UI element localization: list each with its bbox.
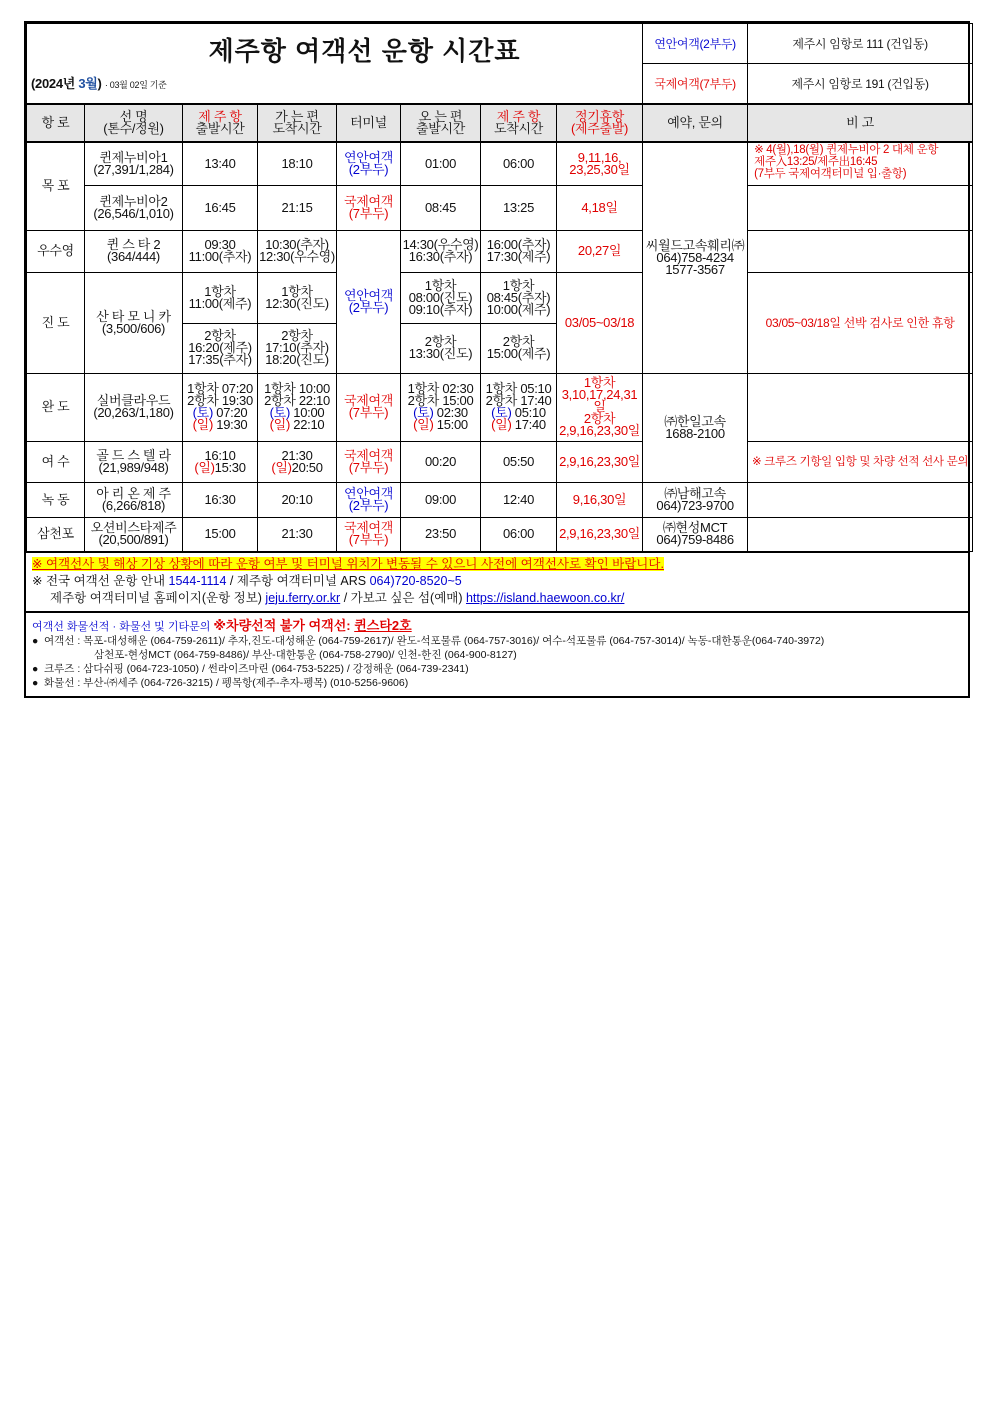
dep-time: 1항차 11:00(제주): [183, 272, 258, 323]
remark: ※ 4(월),18(월) 퀸제누비아 2 대체 운항 제주入13:25/제주出16:45 (7부두 국제여객터미널 입·출항): [748, 142, 973, 185]
bullet-icon: ●: [32, 634, 39, 647]
remark: [748, 482, 973, 517]
rest-days: 9,11,16, 23,25,30일: [557, 142, 643, 185]
col-ret-arr: [481, 104, 557, 142]
rest-days: 1항차 3,10,17,24,31일 2항차 2,9,16,23,30일: [557, 373, 643, 441]
cruise-contacts: [32, 662, 962, 676]
no-vehicle-warning: ※차량선적 불가 여객선:: [213, 617, 355, 633]
trip-2: 2항차 19:30: [187, 393, 253, 408]
rest-days: 2,9,16,23,30일: [557, 441, 643, 482]
col-terminal: 터미널: [337, 104, 401, 142]
ship-name: 오션비스타제주 (20,500/891): [85, 517, 183, 551]
passenger-text-2: 삼천포-현성MCT (064-759-8486)/ 부산-대한통운 (064-758-2790)/ 인천-한진 (064-900-8127): [94, 648, 517, 661]
terminal: 국제여객 (7부두): [337, 441, 401, 482]
arr-time: 18:10: [258, 142, 337, 185]
period-year: (2024년: [31, 76, 79, 91]
dep-time: 15:00: [183, 517, 258, 551]
trip-1: 1항차 05:10: [485, 381, 552, 396]
notice-block: [26, 552, 968, 611]
sun-value: 15:00: [433, 417, 468, 432]
warning-text: ※ 여객선사 및 해상 기상 상황에 따라 운항 여부 및 터미널 위치가 변동될 수 있으니 사전에 여객선사로 확인 바랍니다.: [32, 556, 664, 571]
trip-1: 1항차 10:00: [264, 381, 330, 396]
sat-label: (토): [192, 405, 213, 420]
dep-time: 16:45: [183, 185, 258, 230]
ret-arr-time: 13:25: [481, 185, 557, 230]
ret-arr-time: [481, 373, 557, 441]
col-ret-arr-port: 제 주 항: [496, 109, 541, 124]
ret-dep-time: 01:00: [401, 142, 481, 185]
arr-sunday: [259, 459, 335, 475]
trip-2: 2항차 17:40: [485, 393, 552, 408]
route-samcheonpo: 삼천포: [27, 517, 85, 551]
sun-value: 17:40: [511, 417, 546, 432]
sun-label: (일): [269, 417, 290, 432]
cargo-block: [26, 611, 968, 696]
ret-dep-time: 09:00: [401, 482, 481, 517]
remark: [748, 517, 973, 551]
col-ret-dep: 오 는 편 출발시간: [401, 104, 481, 142]
sunday-time: [402, 419, 479, 431]
table-row: [27, 482, 973, 517]
ret-dep-time: 1항차 08:00(진도) 09:10(추자): [401, 272, 481, 323]
table-row: [27, 185, 973, 230]
ship-name: 아 리 온 제 주 (6,266/818): [85, 482, 183, 517]
timetable: [26, 23, 973, 552]
dep-time: 13:40: [183, 142, 258, 185]
sat-value: 07:20: [212, 405, 248, 420]
route-mokpo: 목 포: [27, 142, 85, 230]
contact-namhae: ㈜남해고속 064)723-9700: [643, 482, 748, 517]
ret-dep-time: [401, 373, 481, 441]
sun-value: 19:30: [212, 417, 248, 432]
sun-label: (일): [192, 417, 213, 432]
contact-seaworld: 씨월드고속훼리㈜ 064)758-4234 1577-3567: [643, 142, 748, 373]
arr-weekday: 21:30: [281, 447, 313, 463]
remark: [748, 185, 973, 230]
dep-sunday: [184, 459, 256, 475]
trip-1: 1항차 02:30: [407, 381, 474, 396]
sun-value: 15:30: [214, 459, 246, 475]
terminal-intl-address: 제주시 임항로 191 (건입동): [748, 64, 973, 104]
arr-time: 10:30(추자) 12:30(우수영): [258, 230, 337, 272]
ship-name: 골 드 스 텔 라 (21,989/948): [85, 441, 183, 482]
terminal: 연안여객 (2부두): [337, 482, 401, 517]
rest-days: 03/05~03/18: [557, 272, 643, 373]
dep-time: 2항차 16:20(제주) 17:35(추자): [183, 323, 258, 373]
ship-name: 퀸 스 타 2 (364/444): [85, 230, 183, 272]
ret-arr-time: 1항차 08:45(추자) 10:00(제주): [481, 272, 557, 323]
rest-days: 2,9,16,23,30일: [557, 517, 643, 551]
arr-time: [258, 373, 337, 441]
remark: 03/05~03/18일 선박 검사로 인한 휴항: [748, 272, 973, 373]
ret-dep-time: 23:50: [401, 517, 481, 551]
dep-time: [183, 441, 258, 482]
col-arr: 가 는 편 도착시간: [258, 104, 337, 142]
ars-number: 064)720-8520~5: [369, 573, 462, 588]
col-ship: 선 명 (톤수/정원): [85, 104, 183, 142]
route-usuyeong: 우수영: [27, 230, 85, 272]
arr-time: 2항차 17:10(추자) 18:20(진도): [258, 323, 337, 373]
terminal-intl-name: 국제여객(7부두): [643, 64, 748, 104]
page-title: 제주항 여객선 운항 시간표: [208, 36, 521, 66]
col-dep-label: 출발시간: [195, 121, 245, 136]
col-route: 항 로: [27, 104, 85, 142]
terminal-coastal-address: 제주시 임항로 111 (건입동): [748, 24, 973, 64]
table-row: [27, 142, 973, 185]
terminal: 국제여객 (7부두): [337, 517, 401, 551]
freight-text: 화물선 : 부산-㈜세주 (064-726-3215) / 펭목항(제주-추자-펭목) (010-5256-9606): [44, 676, 409, 689]
period-close: ): [97, 76, 102, 91]
sun-label: (일): [194, 459, 215, 475]
notice-warning: [32, 556, 962, 573]
homepage-link[interactable]: jeju.ferry.or.kr: [265, 590, 341, 605]
route-wando: 완 도: [27, 373, 85, 441]
ret-arr-time: 06:00: [481, 142, 557, 185]
ship-name: 퀸제누비아2 (26,546/1,010): [85, 185, 183, 230]
sat-value: 05:10: [511, 405, 546, 420]
bullet-icon: ●: [32, 662, 39, 675]
table-row: [27, 230, 973, 272]
table-row: [27, 441, 973, 482]
island-label: / 가보고 싶은 섬(예매): [340, 590, 466, 605]
no-vehicle-ship: 퀸스타2호: [354, 617, 412, 633]
ret-dep-time: 2항차 13:30(진도): [401, 323, 481, 373]
ret-arr-time: 16:00(추자) 17:30(제주): [481, 230, 557, 272]
ret-arr-time: 06:00: [481, 517, 557, 551]
period: [31, 78, 638, 91]
sat-label: (토): [269, 405, 290, 420]
remark: ※ 크루즈 기항일 입항 및 차량 선적 선사 문의: [748, 441, 973, 482]
rest-days: 4,18일: [557, 185, 643, 230]
sun-label: (일): [271, 459, 292, 475]
ship-name: 퀸제누비아1 (27,391/1,284): [85, 142, 183, 185]
homepage-label: 제주항 여객터미널 홈페이지(운항 정보): [50, 590, 266, 605]
island-link[interactable]: https://island.haewoon.co.kr/: [465, 590, 625, 605]
sun-value: 20:50: [291, 459, 323, 475]
dep-time: 16:30: [183, 482, 258, 517]
table-row: [27, 272, 973, 323]
dep-time: 09:30 11:00(추자): [183, 230, 258, 272]
timetable-sheet: [24, 21, 970, 698]
ret-arr-time: 05:50: [481, 441, 557, 482]
trip-2: 2항차 15:00: [407, 393, 474, 408]
sun-label: (일): [491, 417, 512, 432]
ret-dep-time: 08:45: [401, 185, 481, 230]
title-cell: [27, 24, 643, 105]
notice-phone: [32, 573, 962, 590]
passenger-contacts: [32, 634, 962, 648]
rest-days: 9,16,30일: [557, 482, 643, 517]
sat-value: 10:00: [289, 405, 325, 420]
col-contact: 예약, 문의: [643, 104, 748, 142]
ship-name: 실버클라우드 (20,263/1,180): [85, 373, 183, 441]
sat-value: 02:30: [433, 405, 468, 420]
phone-number: 1544-1114: [168, 573, 227, 588]
cargo-heading: [32, 619, 962, 634]
terminal-coastal-name: 연안여객(2부두): [643, 24, 748, 64]
freight-contacts: [32, 676, 962, 690]
sat-label: (토): [413, 405, 434, 420]
period-month: 3월: [78, 76, 98, 91]
contact-hanil: ㈜한일고속 1688-2100: [643, 373, 748, 482]
cruise-text: 크루즈 : 삼다쉬핑 (064-723-1050) / 썬라이즈마린 (064-753-5225) / 강정해운 (064-739-2341): [44, 662, 469, 675]
ship-name: 산 타 모 니 카 (3,500/606): [85, 272, 183, 373]
arr-time: 20:10: [258, 482, 337, 517]
bullet-icon: ●: [32, 676, 39, 689]
sunday-time: [184, 419, 256, 431]
arr-time: [258, 441, 337, 482]
remark: [748, 373, 973, 441]
cargo-heading-text: 여객선 화물선적 · 화물선 및 기타문의: [32, 620, 214, 633]
passenger-text: 여객선 : 목포-대성해운 (064-759-2611)/ 추자,진도-대성해운 (064-759-2617)/ 완도-석포물류 (064-757-3016)/ 여수-석포물류 (064-757-3014)/ 녹동-대한통운(064-740-3972): [44, 634, 825, 647]
dep-weekday: 16:10: [204, 447, 236, 463]
trip-1: 1항차 07:20: [187, 381, 253, 396]
arr-time: 21:15: [258, 185, 337, 230]
contact-hyunsung: ㈜현성MCT 064)759-8486: [643, 517, 748, 551]
sat-label: (토): [491, 405, 512, 420]
sunday-time: [482, 419, 555, 431]
route-nokdong: 녹 동: [27, 482, 85, 517]
phone-label: ※ 전국 여객선 운항 안내: [32, 573, 169, 588]
terminal: 국제여객 (7부두): [337, 185, 401, 230]
ret-arr-time: 2항차 15:00(제주): [481, 323, 557, 373]
col-ret-arr-label: 도착시간: [493, 121, 544, 136]
header-row: [27, 104, 973, 142]
ret-arr-time: 12:40: [481, 482, 557, 517]
sunday-time: [259, 419, 335, 431]
ars-label: / 제주항 여객터미널 ARS: [226, 573, 370, 588]
table-row: [27, 373, 973, 441]
sun-value: 22:10: [289, 417, 325, 432]
arr-time: 1항차 12:30(진도): [258, 272, 337, 323]
terminal: 국제여객 (7부두): [337, 373, 401, 441]
trip-2: 2항차 22:10: [264, 393, 330, 408]
ret-dep-time: 00:20: [401, 441, 481, 482]
col-dep: [183, 104, 258, 142]
terminal: 연안여객 (2부두): [337, 230, 401, 373]
remark: [748, 230, 973, 272]
arr-time: 21:30: [258, 517, 337, 551]
col-rest: 정기휴항 (제주출발): [557, 104, 643, 142]
ret-dep-time: 14:30(우수영) 16:30(추자): [401, 230, 481, 272]
notice-links: [32, 590, 962, 607]
col-dep-port: 제 주 항: [198, 109, 242, 124]
route-yeosu: 여 수: [27, 441, 85, 482]
rest-days: 20,27일: [557, 230, 643, 272]
basis-date: · 03월 02일 기준: [104, 80, 167, 90]
sun-label: (일): [413, 417, 434, 432]
terminal: 연안여객 (2부두): [337, 142, 401, 185]
dep-time: [183, 373, 258, 441]
route-jindo: 진 도: [27, 272, 85, 373]
table-row: [27, 517, 973, 551]
col-remark: 비 고: [748, 104, 973, 142]
